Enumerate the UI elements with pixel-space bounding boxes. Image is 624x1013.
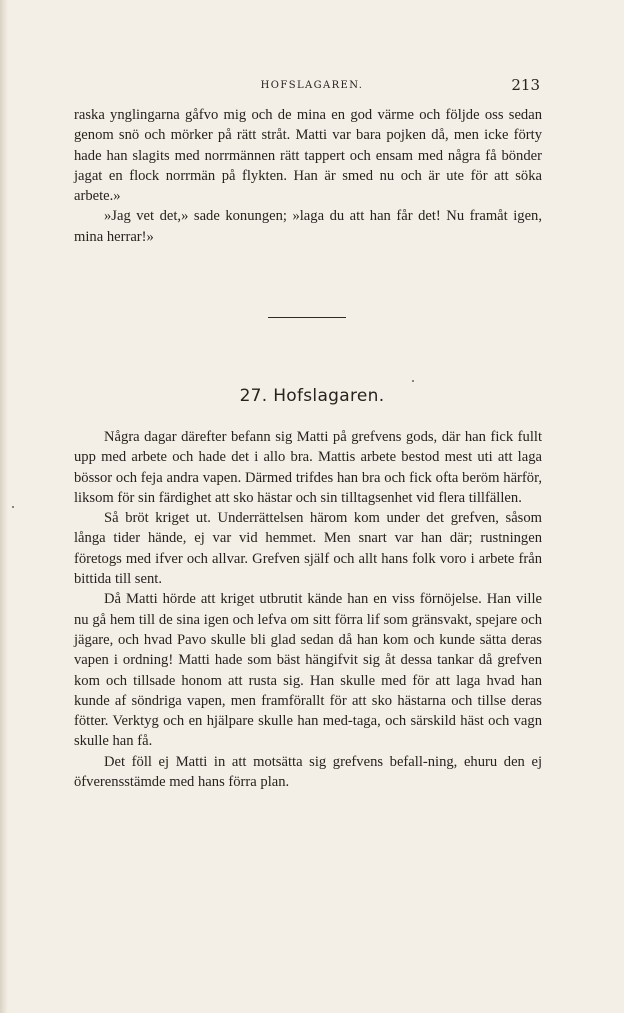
chapter-paragraph-2: Så bröt kriget ut. Underrättelsen härom kom under det grefven, såsom långa tider hände, ej var vid hemmet. Men snart var han där; rustningen företogs med ifver och allvar. Grefven själf och allt hans folk voro i arbete från bittida till sent. (74, 510, 542, 588)
page-number: 213 (511, 76, 540, 94)
intro-paragraph-2: »Jag vet det,» sade konungen; »laga du att han får det! Nu framåt igen, mina herrar!» (74, 208, 542, 245)
paper-speck (12, 506, 14, 508)
chapter-text (74, 427, 542, 792)
chapter-paragraph-4: Det föll ej Matti in att motsätta sig grefvens befall-ning, ehuru den ej öfverensstämde med hans förra plan. (74, 753, 542, 791)
section-divider (268, 317, 346, 318)
intro-text (74, 105, 542, 247)
paper-speck (412, 380, 414, 382)
page-header (0, 76, 624, 96)
running-title: HOFSLAGAREN. (260, 80, 364, 91)
chapter-paragraph-3: Då Matti hörde att kriget utbrutit kände han en viss förnöjelse. Han ville nu gå hem till de sina igen och lefva om sitt förra lif som gränsvakt, spejare och jägare, och hvad Pavo skulle bli glad sedan då han kom och kunde sätta deras vapen i ordning! Matti hade som bäst hängifvit sig åt dessa tankar då grefven kom och tillsade honom att rusta sig. Han skulle med för att laga hvad han kunde af söndriga vapen, men framförallt för att sko hästarna och tillse deras fötter. Verktyg och en hjälpare skulle han med-taga, och särskild häst och vagn skulle han få. (74, 591, 542, 750)
intro-paragraph-1: raska ynglingarna gåfvo mig och de mina en god värme och följde oss sedan genom snö och mörker på rätt stråt. Matti var bara pojken då, men icke förty hade han slagits med norrmännen rätt tappert och ensam med några få bönder jagat en flock norrmän på flykten. Han är smed nu och är ute för att söka arbete.» (74, 107, 542, 205)
page-spine-shadow (0, 0, 8, 1013)
chapter-title: 27. Hofslagaren. (239, 386, 385, 406)
chapter-paragraph-1: Några dagar därefter befann sig Matti på grefvens gods, där han fick fullt upp med arbete och hade det i allo bra. Mattis arbete bestod mest uti att laga bössor och feja andra vapen. Därmed trifdes han bra och fick ofta beröm härför, liksom för sin färdighet att sko hästar och sin tilltagsenhet vid flera tillfällen. (74, 429, 542, 506)
